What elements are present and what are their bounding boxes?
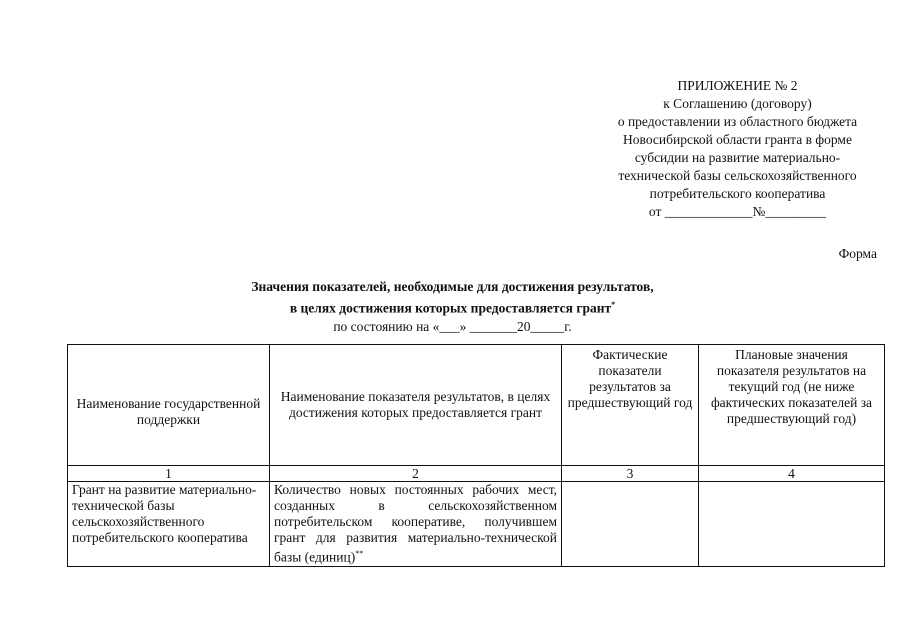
- table-row: [68, 482, 885, 567]
- column-number: 3: [562, 466, 699, 482]
- column-number: 1: [68, 466, 270, 482]
- heading-line-1: Значения показателей, необходимые для достижения результатов,: [251, 279, 654, 294]
- header-indicator-name: Наименование показателя результатов, в целях достижения которых предоставляется грант: [270, 345, 562, 466]
- appendix-line: о предоставлении из областного бюджета: [617, 114, 858, 129]
- appendix-line: потребительского кооператива: [649, 186, 826, 201]
- column-number: 4: [699, 466, 885, 482]
- footnote-mark: *: [611, 300, 616, 309]
- table-header-row: [68, 345, 885, 466]
- header-actual-values: Фактические показатели результатов за предшествующий год: [562, 345, 699, 466]
- form-label: Форма: [838, 246, 877, 261]
- footnote-mark: **: [355, 549, 364, 558]
- heading-date-line: по состоянию на «___» _______20_____г.: [333, 318, 572, 334]
- appendix-date-number-line: от _____________№_________: [648, 204, 827, 219]
- header-support-name: Наименование государственной поддержки: [68, 345, 270, 466]
- cell-support-name: Грант на развитие материально-технической базы сельскохозяйственного потребительского кооператива: [68, 482, 270, 567]
- heading-line-2-text: в целях достижения которых предоставляется грант: [289, 300, 612, 316]
- document-heading: [0, 278, 905, 336]
- appendix-line: Новосибирской области гранта в форме: [623, 132, 852, 147]
- appendix-line: технической базы сельскохозяйственного: [618, 168, 857, 183]
- appendix-title: ПРИЛОЖЕНИЕ № 2: [677, 78, 798, 93]
- cell-indicator: [270, 482, 562, 567]
- indicators-table: [67, 344, 885, 567]
- cell-indicator-text: Количество новых постоянных рабочих мест, созданных в сельскохозяйственном потребительском кооперативе, получившем грант для развития материально-технической базы (единиц): [274, 482, 557, 565]
- appendix-line: к Соглашению (договору): [663, 96, 812, 111]
- cell-planned-value: [699, 482, 885, 567]
- heading-line-2: [0, 296, 905, 318]
- header-planned-values: Плановые значения показателя результатов на текущий год (не ниже фактических показателей за предшествующий год): [699, 345, 885, 466]
- table-number-row: [68, 466, 885, 482]
- appendix-block: [585, 77, 890, 221]
- column-number: 2: [270, 466, 562, 482]
- cell-actual-value: [562, 482, 699, 567]
- appendix-line: субсидии на развитие материально-: [634, 150, 841, 165]
